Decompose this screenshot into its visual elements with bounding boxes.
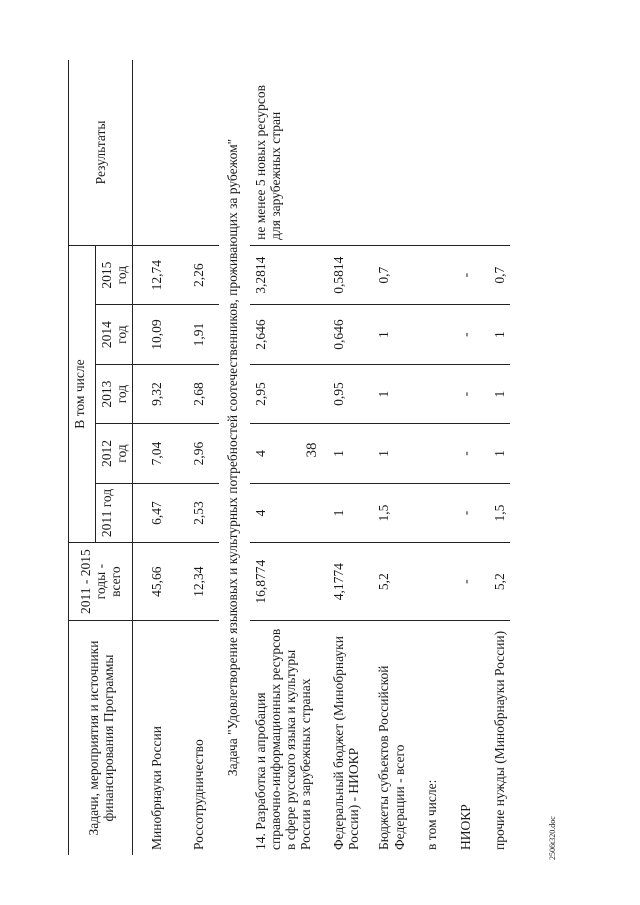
cell-value: 7,04 [133, 424, 177, 483]
cell-value: 2,68 [177, 364, 219, 423]
cell-total: 5,2 [476, 543, 510, 621]
cell-value: 2,26 [177, 245, 219, 304]
row-label: НИОКР [442, 621, 476, 855]
header-task: Задачи, мероприятия и источники финансирования Программы [69, 621, 133, 855]
cell-result [476, 60, 510, 245]
cell-value: - [442, 245, 476, 304]
cell-value: 0,95 [319, 364, 364, 423]
header-year: 2015 год [96, 245, 133, 304]
footer-file-code: 2506t320.doc [548, 816, 557, 860]
cell-value: 4 [250, 483, 319, 542]
header-year: 2012 год [96, 424, 133, 483]
rotated-table-area [68, 60, 588, 855]
table-row [410, 60, 442, 855]
cell-value: 1 [476, 424, 510, 483]
cell-value: 3,2814 [250, 245, 319, 304]
cell-total: 4,1774 [319, 543, 364, 621]
cell-value: - [442, 364, 476, 423]
cell-result [133, 60, 177, 245]
cell-result [364, 60, 409, 245]
row-label: Россотрудничество [177, 621, 219, 855]
cell-value: 1 [476, 305, 510, 364]
cell-value: 12,74 [133, 245, 177, 304]
table-row [476, 60, 510, 855]
cell-result [319, 60, 364, 245]
cell-value: 2,53 [177, 483, 219, 542]
table-row [319, 60, 364, 855]
row-label: Федеральный бюджет (Минобрнауки России) - НИОКР [319, 621, 364, 855]
row-label: прочие нужды (Минобрнауки России) [476, 621, 510, 855]
cell-value: 0,7 [364, 245, 409, 304]
cell-result: не менее 5 новых ресурсов для зарубежных стран [252, 84, 283, 240]
cell-value: 0,5814 [319, 245, 364, 304]
table-row [250, 60, 319, 855]
cell-value: 1 [364, 424, 409, 483]
table-row [442, 60, 476, 855]
cell-value: 0,7 [476, 245, 510, 304]
cell-value: 1 [364, 364, 409, 423]
cell-value: 1 [476, 364, 510, 423]
cell-value: 0,646 [319, 305, 364, 364]
row-label: 14. Разработка и апробация справочно-информационных ресурсов в сфере русского языка и культуры России в зарубежных странах [250, 621, 319, 855]
cell-total: 12,34 [177, 543, 219, 621]
cell-value: 9,32 [133, 364, 177, 423]
cell-result [177, 60, 219, 245]
cell-value: 2,95 [250, 364, 319, 423]
cell-value: 1,91 [177, 305, 219, 364]
cell-value: 1,5 [364, 483, 409, 542]
funding-table [68, 60, 510, 855]
table-row [364, 60, 409, 855]
cell-result [442, 60, 476, 245]
header-year: 2011 год [96, 483, 133, 542]
row-label: Минобрнауки России [133, 621, 177, 855]
task-heading: Задача "Удовлетворение языковых и культурных потребностей соотечественников, проживающих за рубежом" [224, 138, 240, 777]
cell-value: 1,5 [476, 483, 510, 542]
header-results: Результаты [69, 60, 133, 245]
cell-value: 2,96 [177, 424, 219, 483]
cell-value: 2,646 [250, 305, 319, 364]
cell-value: 6,47 [133, 483, 177, 542]
cell-value: 4 [250, 424, 319, 483]
cell-value: - [442, 424, 476, 483]
row-label: в том числе: [410, 621, 442, 855]
cell-value: 1 [319, 424, 364, 483]
table-row [177, 60, 219, 855]
cell-value: - [442, 483, 476, 542]
cell-value: - [442, 305, 476, 364]
page-number: 38 [304, 442, 320, 458]
row-label: Бюджеты субъектов Российской Федерации - всего [364, 621, 409, 855]
header-year: 2014 год [96, 305, 133, 364]
cell-value: 1 [364, 305, 409, 364]
header-total: 2011 - 2015 годы - всего [69, 543, 133, 621]
cell-total: 16,8774 [250, 543, 319, 621]
header-year: 2013 год [96, 364, 133, 423]
table-row [133, 60, 177, 855]
header-incl: В том числе [69, 245, 96, 542]
cell-total: - [442, 543, 476, 621]
cell-value: 1 [319, 483, 364, 542]
cell-value: 10,09 [133, 305, 177, 364]
cell-total: 5,2 [364, 543, 409, 621]
cell-total: 45,66 [133, 543, 177, 621]
